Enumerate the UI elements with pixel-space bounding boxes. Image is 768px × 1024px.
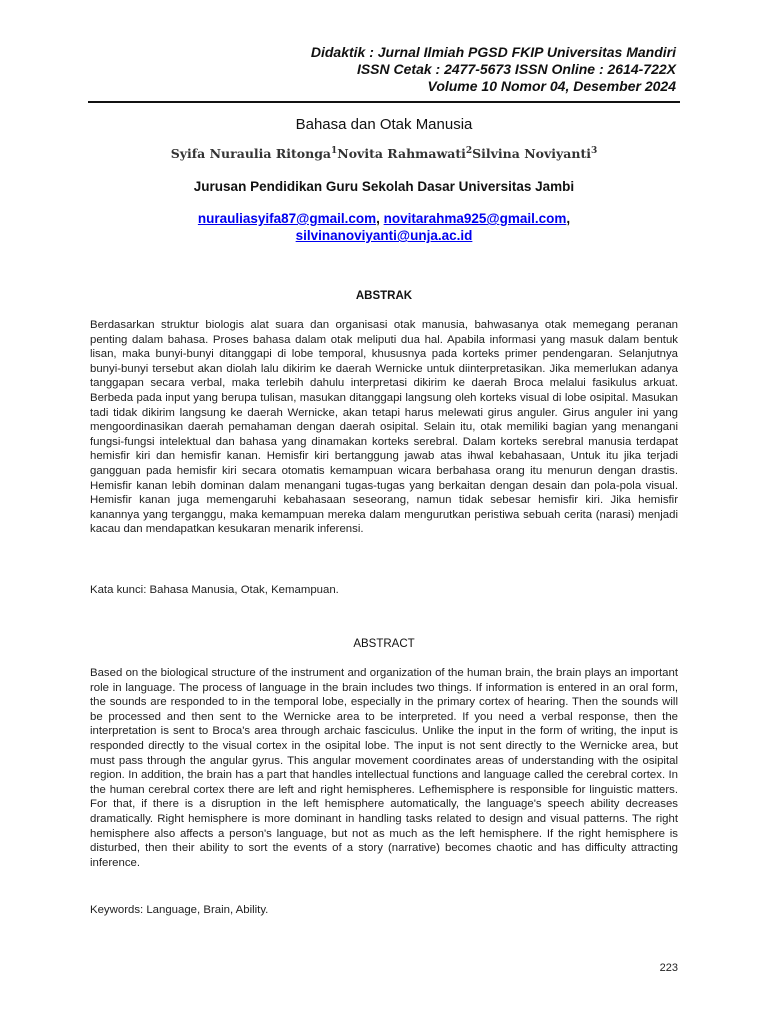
paper-title: Bahasa dan Otak Manusia <box>295 116 473 133</box>
author-name: Novita Rahmawati <box>337 146 466 162</box>
abstract-keywords: Keywords: Language, Brain, Ability. <box>90 904 269 916</box>
email-link[interactable]: silvinanoviyanti@unja.ac.id <box>295 228 473 243</box>
author-name: Syifa Nuraulia Ritonga <box>170 146 332 162</box>
author-name: Silvina Noviyanti <box>472 146 591 162</box>
abstrak-heading: ABSTRAK <box>355 290 413 302</box>
abstract-heading: ABSTRACT <box>353 638 415 650</box>
abstrak-body: Berdasarkan struktur biologis alat suara dan organisasi otak manusia, bahwasanya otak memegang peranan penting dalam bahasa. Proses bahasa dalam otak meliputi dua hal. Apabila informasi yang masuk dalam bentuk lisan, maka bunyi-bunyi ditanggapi di lobe temporal, khususnya pada korteks primer pendengaran. Selanjutnya bunyi-bunyi tersebut akan diolah lalu dikirim ke daerah Wernicke untuk diinterpretasikan. Jika memerlukan adanya tanggapan secara verbal, maka terlebih dahulu interpretasi dikirim ke daerah Broca melalui fasikulus arkuat. Berbeda pada input yang berupa tulisan, masukan ditanggapi langsung oleh korteks visual di lobe osipital. Masukan tadi tidak dikirim langsung ke daerah Wernicke, akan tetapi harus melewati girus anguler. Girus anguler ini yang mengoordinasikan daerah pemahaman dengan daerah osipital. Selain itu, otak memiliki bagian yang menangani fungsi-fungsi intelektual dan bahasa yang dinamakan korteks serebral. Dalam korteks serebral manusia terdapat hemisfir kiri dan hemisfir kanan. Hemisfir kiri bertanggung jawab atas ihwal kebahasaan, Untuk itu jika terjadi gangguan pada hemisfir kiri secara otomatis kemampuan wicara berbahasa orang itu menurun dengan drastis. Hemisfir kanan lebih dominan dalam menangani tugas-tugas yang berkaitan dengan desain dan pola-pola visual. Hemisfir kanan juga memengaruhi kebahasaan seseorang, namun tidak sebesar hemisfir kiri. Jika hemisfir kanannya yang terganggu, maka kemampuan mereka dalam mengurutkan peristiwa sebuah cerita (narasi) menjadi kacau dan mendapatkan kesukaran menarik inferensi. <box>90 319 678 536</box>
affiliation: Jurusan Pendidikan Guru Sekolah Dasar Universitas Jambi <box>193 179 575 194</box>
author-sup: 1 <box>331 146 338 156</box>
abstract-body: Based on the biological structure of the instrument and organization of the human brain, the brain plays an important role in language. The process of language in the brain includes two things. If information is entered in an oral form, the sounds are responded to in the temporal lobe, especially in the primary cortex of hearing. Then the sounds will be processed and then sent to the Wernicke area to be interpreted. If you need a verbal response, then the interpretation is sent to Broca's area through archaic fasciculus. Unlike the input in the form of writing, the input is responded directly to the visual cortex in the osipital lobe. The input is not sent directly to the Wernicke area, but must pass through the angular gyrus. This angular movement coordinates areas of understanding with the osipital region. In addition, the brain has a part that handles intellectual functions and language called the cerebral cortex. In the human cerebral cortex there are left and right hemispheres. Lefhemisphere is responsible for linguistic matters. For that, if there is a disruption in the left hemisphere automatically, the language's speech ability decreases dramatically. Right hemisphere is more dominant in handling tasks related to design and visual patterns. The right hemisphere also affects a person's language, but not as much as the left hemisphere. If the right hemisphere is disturbed, then their ability to sort the events of a story (narrative) becomes chaotic and has difficulty attracting inference. <box>90 667 678 869</box>
author-list <box>0 146 768 161</box>
email-link[interactable]: novitarahma925@gmail.com <box>383 211 567 226</box>
page-number: 223 <box>659 962 678 974</box>
email-link[interactable]: nurauliasyifa87@gmail.com <box>197 211 377 226</box>
header-rule <box>88 101 680 103</box>
journal-header <box>311 44 676 95</box>
issn-line: ISSN Cetak : 2477-5673 ISSN Online : 2614-722X <box>356 61 676 77</box>
author-sup: 3 <box>590 146 598 156</box>
author-sup: 2 <box>465 146 473 156</box>
email-list: nurauliasyifa87@gmail.com, novitarahma925@gmail.com, silvinanoviyanti@unja.ac.id <box>197 211 571 243</box>
abstrak-keywords: Kata kunci: Bahasa Manusia, Otak, Kemampuan. <box>90 584 339 596</box>
journal-name: Didaktik : Jurnal Ilmiah PGSD FKIP Universitas Mandiri <box>310 44 676 60</box>
volume-line: Volume 10 Nomor 04, Desember 2024 <box>427 78 676 94</box>
